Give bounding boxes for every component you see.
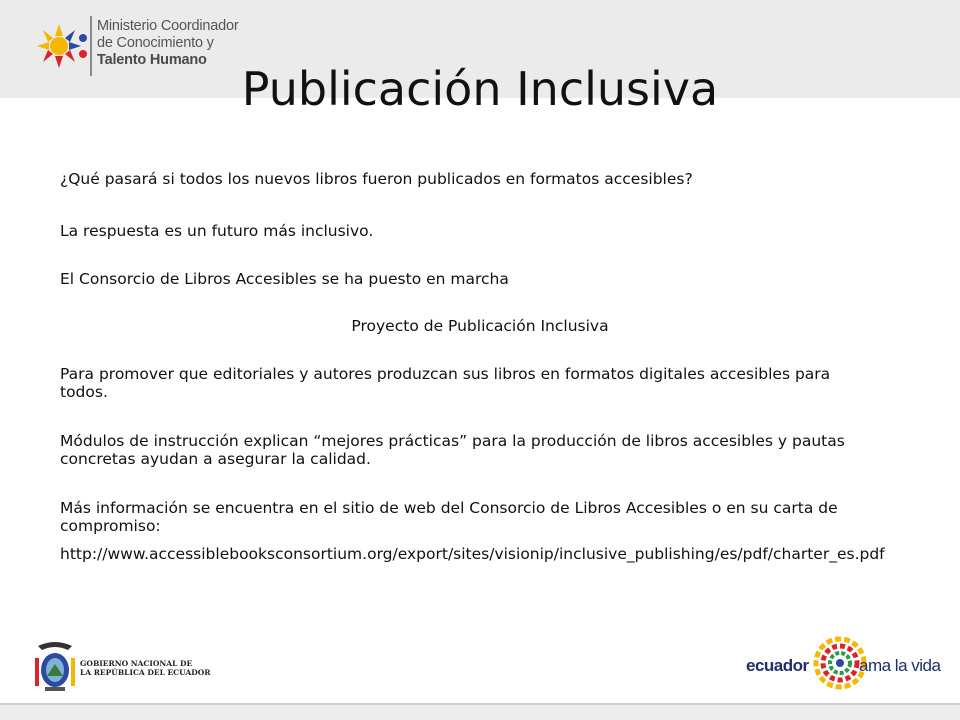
paragraph-modules: Módulos de instrucción explican “mejores prácticas” para la producción de libros accesibles y pautas concretas ayudan a asegurar la calidad. [60,432,845,468]
government-name [80,659,211,677]
slogan-wordmark: ama la vida [859,656,941,675]
gov-line-2: LA REPÚBLICA DEL ECUADOR [80,668,211,677]
charter-link[interactable]: http://www.accessiblebooksconsortium.org/export/sites/visionip/inclusive_publishing/es/pdf/charter_es.pdf [60,545,885,563]
paragraph-more-info: Más información se encuentra en el sitio de web del Consorcio de Libros Accesibles o en su carta de compromiso: [60,499,838,535]
gov-line-1: GOBIERNO NACIONAL DE [80,659,193,668]
ministry-line-2: de Conocimiento y [97,35,214,51]
paragraph-consortium: El Consorcio de Libros Accesibles se ha puesto en marcha [60,270,509,288]
ministry-line-1: Ministerio Coordinador [97,18,239,34]
footer-band [0,705,960,720]
paragraph-answer: La respuesta es un futuro más inclusivo. [60,222,374,240]
slide-title: Publicación Inclusiva [241,62,719,116]
paragraph-project-name: Proyecto de Publicación Inclusiva [351,317,609,335]
ministry-line-3: Talento Humano [97,52,207,68]
paragraph-question: ¿Qué pasará si todos los nuevos libros fueron publicados en formatos accesibles? [60,170,693,188]
paragraph-purpose: Para promover que editoriales y autores produzcan sus libros en formatos digitales accesibles para todos. [60,365,831,401]
ecuador-wordmark: ecuador [746,656,809,675]
